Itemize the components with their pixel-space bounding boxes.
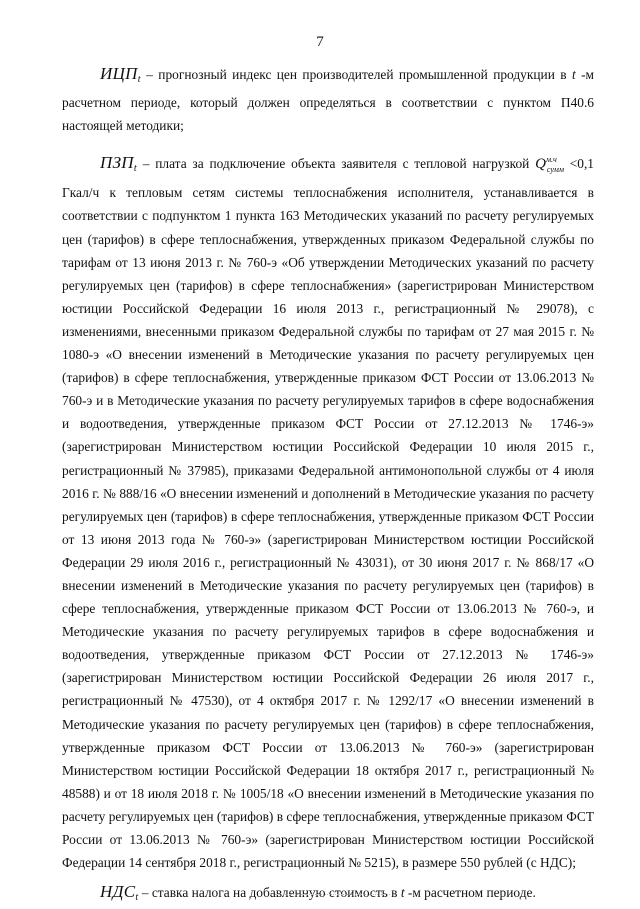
icp-t-variable: t: [571, 67, 576, 82]
nds-definition-b: -м расчетном периоде.: [404, 885, 536, 901]
paragraph-icp: [62, 62, 594, 137]
nds-definition-a: – ставка налога на добавленную стоимость в: [138, 885, 401, 901]
scan-artifact: [270, 894, 390, 897]
document-body: [62, 62, 594, 909]
nds-t-variable: t: [400, 885, 405, 901]
pzp-definition-b: <0,1 Гкал/ч к тепловым сетям системы теплоснабжения исполнителя, устанавливается в соответствии с подпунктом 1 пункта 163 Методических указаний по расчету регулируемых цен (тарифов) в сфере теплоснабжения, утвержденных приказом Федеральной службы по тарифам от 13 июня 2013 г. № 760-э «Об утверждении Методических указаний по расчету регулируемых цен (тарифов) в сфере теплоснабжения» (зарегистрирован Министерством юстиции Российской Федерации 16 июля 2013 г., регистрационный № 29078), с изменениями, внесенными приказом Федеральной службы по тарифам от 27 мая 2015 г. № 1080-э «О внесении изменений в Методические указания по расчету регулируемых цен (тарифов) в сфере теплоснабжения, утвержденные приказом ФСТ России от 13.06.2013 № 760-э и в Методические указания по расчету регулируемых тарифов в сфере водоснабжения и водоотведения, утвержденные приказом ФСТ России от 27.12.2013 № 1746-э» (зарегистрирован Министерством юстиции Российской Федерации 10 июля 2015 г., регистрационный № 37985), приказами Федеральной антимонопольной службы от 4 июля 2016 г. № 888/16 «О внесении изменений и дополнений в Методические указания по расчету регулируемых цен (тарифов) в сфере теплоснабжения, утвержденные приказом ФСТ России от 13 июня 2013 года № 760-э» (зарегистрирован Министерством юстиции Российской Федерации 29 июля 2016 г., регистрационный № 43031), от 30 июня 2017 г. № 868/17 «О внесении изменений в Методические указания по расчету регулируемых цен (тарифов) в сфере теплоснабжения, утвержденные приказом ФСТ России от 13.06.2013 № 760-э, и Методические указания по расчету регулируемых тарифов в сфере водоснабжения и водоотведения, утвержденные приказом ФСТ России от 27.12.2013 № 1746-э» (зарегистрирован Министерством юстиции Российской Федерации 26 июля 2017 г., регистрационный № 47530), от 4 октября 2017 г. № 1292/17 «О внесении изменений в Методические указания по расчету регулируемых цен (тарифов) в сфере теплоснабжения, утвержденные приказом ФСТ России от 13.06.2013 № 760-э» (зарегистрирован Министерством юстиции Российской Федерации 18 октября 2017 г., регистрационный № 48588) и от 18 июля 2018 г. № 1005/18 «О внесении изменений в Методические указания по расчету регулируемых цен (тарифов) в сфере теплоснабжения, утвержденные приказом ФСТ России от 13.06.2013 № 760-э» (зарегистрирован Министерством юстиции Российской Федерации 14 сентября 2018 г., регистрационный № 5215), в размере 550 рублей (с НДС);: [62, 156, 594, 871]
pzp-definition-a: – плата за подключение объекта заявителя с тепловой нагрузкой: [136, 156, 536, 172]
symbol-icp: $ИЦП_t$: [100, 64, 141, 85]
paragraph-pzp: [62, 148, 594, 874]
icp-definition-b: -м расчетном периоде, который должен определяться в соответствии с пунктом П40.6 настоящей методики;: [62, 67, 595, 134]
symbol-nds: $НДС_t$: [100, 882, 139, 904]
page-number: 7: [316, 34, 324, 50]
icp-definition-a: – прогнозный индекс цен производителей промышленной продукции в: [140, 67, 572, 82]
q-formula: $Q^{м.ч}_{сумм}$: [535, 155, 564, 175]
symbol-pzp: $ПЗП_t$: [100, 153, 137, 175]
